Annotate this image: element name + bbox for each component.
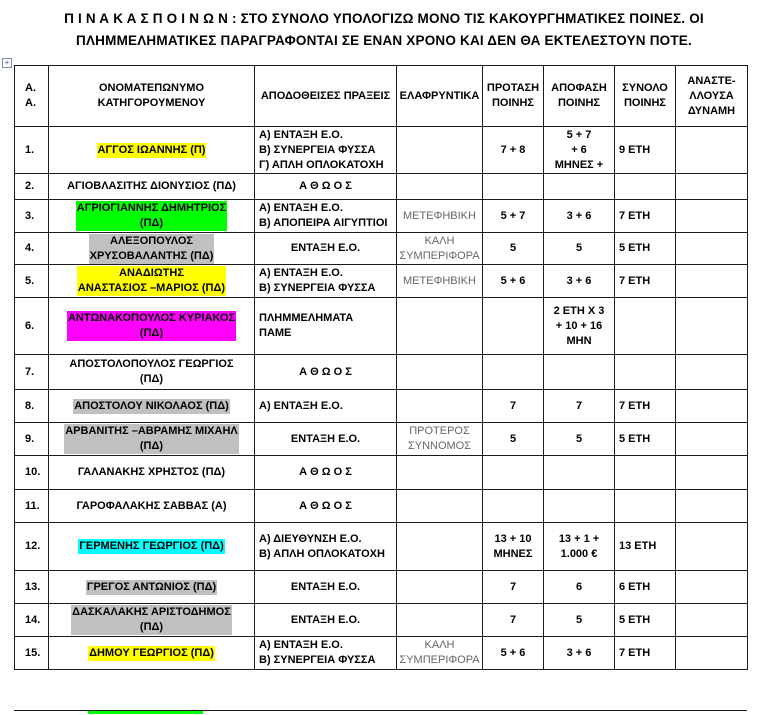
header-col-name [49, 66, 255, 127]
cell-decision [544, 265, 615, 298]
cell-index-text: 2. [25, 180, 35, 192]
cell-total-text: 5 ΕΤΗ [619, 613, 651, 626]
cell-index [15, 355, 49, 390]
cell-proposal [483, 604, 544, 637]
cell-acts [255, 523, 397, 571]
cell-proposal [483, 637, 544, 670]
cell-suspensive [676, 355, 748, 390]
cell-total [615, 604, 676, 637]
cell-proposal-text: 7 [509, 613, 517, 626]
cell-suspensive [676, 423, 748, 456]
cell-decision [544, 523, 615, 571]
cell-index-text: 15. [25, 646, 41, 659]
cell-acts-text: Β) ΣΥΝΕΡΓΕΙΑ ΦΥΣΣΑ [259, 282, 376, 294]
cell-decision-text: 5 [575, 613, 583, 626]
cell-suspensive [676, 127, 748, 174]
cell-index [15, 233, 49, 265]
cell-decision [544, 298, 615, 355]
cell-decision-text: 3 + 6 [566, 209, 592, 222]
cell-suspensive [676, 490, 748, 523]
cell-acts-text: Α) ΕΝΤΑΞΗ Ε.Ο. [259, 267, 343, 279]
cell-name [49, 456, 255, 490]
cell-decision [544, 604, 615, 637]
cell-name [49, 174, 255, 200]
cell-acts [255, 127, 397, 174]
cell-decision-text: 13 + 1 + [558, 532, 600, 545]
cell-name [49, 490, 255, 523]
cell-acts [255, 390, 397, 423]
cell-acts-text: ΕΝΤΑΞΗ Ε.Ο. [290, 432, 361, 445]
cell-proposal [483, 456, 544, 490]
cell-index [15, 200, 49, 233]
cell-decision-text: 1.000 € [560, 547, 598, 560]
cell-decision [544, 200, 615, 233]
name-highlight [71, 605, 232, 635]
cell-index [15, 571, 49, 604]
table-row [15, 233, 748, 265]
table-row [15, 604, 748, 637]
cell-acts [255, 490, 397, 523]
cell-name [49, 355, 255, 390]
cell-name-text: ΧΡΥΣΟΒΑΛΑΝΤΗΣ (ΠΔ) [89, 249, 214, 262]
cell-proposal-text: 7 [509, 399, 517, 412]
cell-acts-text: Α Θ Ω Ο Σ [299, 365, 352, 378]
cell-name-text: ΑΝΑΔΙΩΤΗΣ [119, 267, 184, 279]
cell-proposal [483, 423, 544, 456]
cell-mitigating [397, 571, 483, 604]
cell-acts-text: Α Θ Ω Ο Σ [299, 466, 352, 478]
cell-index [15, 637, 49, 670]
cell-decision-text: 6 [575, 580, 583, 593]
cell-acts [255, 265, 397, 298]
cell-mitigating [397, 490, 483, 523]
table-row [15, 490, 748, 523]
header-text: ΑΠΟΦΑΣΗ [551, 82, 607, 94]
cell-index [15, 265, 49, 298]
name-highlight [88, 646, 215, 661]
cell-decision-text: + 10 + 16 [555, 319, 603, 332]
cell-name [49, 200, 255, 233]
cell-name [49, 390, 255, 423]
cell-mitigating [397, 390, 483, 423]
cell-acts [255, 200, 397, 233]
cell-proposal [483, 298, 544, 355]
cell-proposal-text: 5 + 7 [500, 209, 526, 222]
header-row [15, 66, 748, 127]
cell-suspensive [676, 637, 748, 670]
page-title-line-2: ΠΛΗΜΜΕΛΗΜΑΤΙΚΕΣ ΠΑΡΑΓΡΑΦΟΝΤΑΙ ΣΕ ΕΝΑΝ ΧΡΟΝΟ ΚΑΙ ΔΕΝ ΘΑ ΕΚΤΕΛΕΣΤΟΥΝ ΠΟΤΕ. [76, 33, 692, 48]
cell-index-text: 7. [25, 365, 35, 378]
header-text: ΛΛΟΥΣΑ [689, 89, 734, 102]
cell-mitigating-text: ΚΑΛΗ [424, 639, 455, 651]
cell-total-text: 9 ΕΤΗ [619, 143, 651, 156]
table-row [15, 298, 748, 355]
cell-index-text: 4. [25, 242, 35, 254]
cell-name-text: (ΠΔ) [139, 373, 164, 385]
cell-suspensive [676, 298, 748, 355]
cell-acts-text: ΕΝΤΑΞΗ Ε.Ο. [290, 580, 361, 593]
cell-decision-text: 3 + 6 [566, 274, 592, 287]
cell-index [15, 423, 49, 456]
cell-acts-text: Β) ΣΥΝΕΡΓΕΙΑ ΦΥΣΣΑ [259, 654, 376, 666]
cell-total [615, 571, 676, 604]
cell-mitigating-text: ΚΑΛΗ [424, 234, 455, 247]
cell-acts-text: ΠΑΜΕ [259, 327, 292, 339]
cell-total [615, 233, 676, 265]
table-row [15, 637, 748, 670]
header-text: ΑΠΟΔΟΘΕΙΣΕΣ ΠΡΑΞΕΙΣ [260, 89, 391, 102]
cell-total [615, 390, 676, 423]
cell-total [615, 523, 676, 571]
header-text: ΣΥΝΟΛΟ [622, 82, 668, 94]
table-row [15, 571, 748, 604]
cell-proposal [483, 127, 544, 174]
cell-acts-text: Α) ΕΝΤΑΞΗ Ε.Ο. [259, 399, 343, 412]
name-highlight [89, 234, 215, 264]
cell-index-text: 8. [25, 399, 35, 412]
cell-proposal [483, 200, 544, 233]
cell-acts-text: Α) ΕΝΤΑΞΗ Ε.Ο. [259, 639, 343, 651]
cell-total [615, 265, 676, 298]
cell-acts-text: ΠΛΗΜΜΕΛΗΜΑΤΑ [259, 312, 354, 324]
cell-decision [544, 637, 615, 670]
cell-index [15, 523, 49, 571]
cell-mitigating [397, 637, 483, 670]
cell-total-text: 6 ΕΤΗ [619, 580, 651, 593]
name-highlight [73, 399, 230, 414]
cell-suspensive [676, 523, 748, 571]
cell-index-text: 9. [25, 432, 35, 445]
cell-name [49, 265, 255, 298]
cell-decision [544, 233, 615, 265]
cell-total [615, 174, 676, 200]
cell-acts-text: Α) ΕΝΤΑΞΗ Ε.Ο. [259, 202, 343, 214]
cell-decision [544, 127, 615, 174]
cell-proposal-text: 7 [509, 580, 517, 593]
cell-name-text: ΔΗΜΟΥ ΓΕΩΡΓΙΟΣ (ΠΔ) [89, 646, 214, 659]
cell-name [49, 523, 255, 571]
cell-name [49, 423, 255, 456]
cell-suspensive [676, 571, 748, 604]
cell-proposal-text: 7 + 8 [500, 143, 526, 156]
header-text: ΠΟΙΝΗΣ [491, 97, 535, 109]
cell-acts-text: Β) ΑΠΟΠΕΙΡΑ ΑΙΓΥΠΤΙΟΙ [259, 217, 388, 229]
cell-index-text: 1. [25, 143, 35, 156]
cell-acts-text: Β) ΣΥΝΕΡΓΕΙΑ ΦΥΣΣΑ [259, 143, 376, 156]
cell-acts [255, 423, 397, 456]
cell-acts [255, 174, 397, 200]
cell-name [49, 571, 255, 604]
cell-name [49, 637, 255, 670]
header-col-suspensive [676, 66, 748, 127]
name-highlight [97, 143, 207, 158]
table-row [15, 174, 748, 200]
name-highlight [67, 311, 236, 341]
cell-mitigating-text: ΣΥΝΝΟΜΟΣ [407, 440, 472, 452]
name-highlight [76, 201, 227, 231]
cell-name-text: (ΠΔ) [139, 327, 164, 339]
cell-acts-text: Γ) ΑΠΛΗ ΟΠΛΟΚΑΤΟΧΗ [259, 158, 384, 171]
cell-mitigating [397, 127, 483, 174]
cell-index [15, 298, 49, 355]
cell-proposal [483, 390, 544, 423]
cell-suspensive [676, 200, 748, 233]
cell-name-text: ΑΝΤΩΝΑΚΟΠΟΥΛΟΣ ΚΥΡΙΑΚΟΣ [67, 312, 236, 324]
cell-proposal [483, 490, 544, 523]
cell-decision-text: 5 + 7 [566, 128, 592, 141]
cell-name-text: ΑΠΟΣΤΟΛΟΥ ΝΙΚΟΛΑΟΣ (ΠΔ) [74, 399, 229, 412]
header-col-total [615, 66, 676, 127]
header-text: ΟΝΟΜΑΤΕΠΩΝΥΜΟ [98, 82, 205, 94]
cell-mitigating-text: ΜΕΤΕΦΗΒΙΚΗ [403, 274, 476, 287]
cell-name-text: ΑΡΒΑΝΙΤΗΣ –ΑΒΡΑΜΗΣ ΜΙΧΑΗΛ [65, 425, 238, 437]
cell-index [15, 490, 49, 523]
cell-name-text: ΑΓΙΟΒΛΑΣΙΤΗΣ ΔΙΟΝΥΣΙΟΣ (ΠΔ) [67, 180, 236, 192]
cell-mitigating [397, 233, 483, 265]
cell-suspensive [676, 456, 748, 490]
cell-index [15, 604, 49, 637]
page-title-line-1: Π Ι Ν Α Κ Α Σ Π Ο Ι Ν Ω Ν : ΣΤΟ ΣΥΝΟΛΟ ΥΠΟΛΟΓΙΖΩ ΜΟΝΟ ΤΙΣ ΚΑΚΟΥΡΓΗΜΑΤΙΚΕΣ ΠΟΙΝΕΣ. ΟΙ [64, 11, 704, 26]
cell-decision [544, 571, 615, 604]
cell-acts [255, 298, 397, 355]
cell-index-text: 11. [25, 499, 40, 512]
name-highlight [78, 539, 225, 554]
cell-proposal-text: 5 + 6 [500, 274, 526, 287]
cell-proposal [483, 523, 544, 571]
cell-name-text: ΓΑΛΑΝΑΚΗΣ ΧΡΗΣΤΟΣ (ΠΔ) [77, 466, 226, 478]
cell-index-text: 10. [25, 466, 41, 478]
cell-mitigating [397, 604, 483, 637]
cell-mitigating [397, 200, 483, 233]
table-row [15, 265, 748, 298]
cell-name-text: ΓΑΡΟΦΑΛΑΚΗΣ ΣΑΒΒΑΣ (Α) [76, 499, 227, 512]
header-text: ΠΡΟΤΑΣΗ [486, 82, 540, 94]
cell-mitigating [397, 456, 483, 490]
cell-decision [544, 456, 615, 490]
header-col-proposal [483, 66, 544, 127]
cell-proposal [483, 233, 544, 265]
cell-decision [544, 174, 615, 200]
cell-acts [255, 456, 397, 490]
cell-decision [544, 390, 615, 423]
cell-proposal-text: 5 [509, 242, 517, 254]
cell-name-text: ΑΛΕΞΟΠΟΥΛΟΣ [110, 234, 193, 247]
header-text: ΑΝΑΣΤΕ- [687, 74, 736, 87]
cell-mitigating [397, 355, 483, 390]
cell-decision-text: ΜΗΝ [566, 334, 592, 347]
cell-proposal-text: ΜΗΝΕΣ [493, 547, 533, 560]
table-move-handle-icon[interactable]: + [2, 58, 12, 68]
table-row [15, 423, 748, 456]
cell-proposal [483, 174, 544, 200]
header-text: ΚΑΤΗΓΟΡΟΥΜΕΝΟΥ [97, 97, 206, 109]
header-col-index [15, 66, 49, 127]
cell-name-text: ΑΓΡΙΟΓΙΑΝΝΗΣ ΔΗΜΗΤΡΙΟΣ [76, 202, 227, 214]
cell-acts-text: Α) ΕΝΤΑΞΗ Ε.Ο. [259, 128, 343, 141]
cell-total [615, 298, 676, 355]
table-row [15, 200, 748, 233]
cell-mitigating [397, 298, 483, 355]
cell-total [615, 127, 676, 174]
cell-mitigating [397, 423, 483, 456]
cell-name-text: ΑΝΑΣΤΑΣΙΟΣ –ΜΑΡΙΟΣ (ΠΔ) [77, 282, 226, 294]
name-highlight [77, 266, 226, 296]
cell-total-text: 7 ΕΤΗ [619, 646, 651, 659]
cell-decision-text: 3 + 6 [566, 646, 592, 659]
cell-mitigating [397, 174, 483, 200]
cell-decision-text: 5 [575, 242, 583, 254]
cell-name-text: ΓΡΕΓΟΣ ΑΝΤΩΝΙΟΣ (ΠΔ) [86, 580, 217, 593]
header-text: ΔΥΝΑΜΗ [687, 104, 736, 117]
cell-acts-text: Α Θ Ω Ο Σ [299, 499, 352, 512]
cell-decision [544, 355, 615, 390]
cell-index-text: 5. [25, 274, 35, 287]
cell-index-text: 14. [25, 613, 41, 626]
cell-name-text: ΓΕΡΜΕΝΗΣ ΓΕΩΡΓΙΟΣ (ΠΔ) [79, 540, 224, 552]
cell-mitigating-text: ΣΥΜΠΕΡΙΦΟΡΑ [399, 654, 480, 666]
cell-total-text: 7 ΕΤΗ [619, 399, 651, 412]
penalties-table [14, 65, 748, 670]
cell-decision-text: 7 [575, 399, 583, 412]
cell-proposal-text: 5 [509, 432, 517, 445]
cell-name-text: ΔΑΣΚΑΛΑΚΗΣ ΑΡΙΣΤΟΔΗΜΟΣ [72, 606, 231, 618]
cell-index [15, 174, 49, 200]
table-row [15, 127, 748, 174]
cell-acts [255, 233, 397, 265]
cell-total-text: 7 ΕΤΗ [619, 209, 651, 222]
cell-index-text: 12. [25, 540, 41, 552]
header-text: ΠΟΙΝΗΣ [623, 97, 667, 109]
cell-total [615, 490, 676, 523]
cell-proposal [483, 265, 544, 298]
cell-acts-text: ΕΝΤΑΞΗ Ε.Ο. [290, 613, 361, 626]
cell-name [49, 233, 255, 265]
cell-decision [544, 490, 615, 523]
header-text: ΕΛΑΦΡΥΝΤΙΚΑ [399, 89, 480, 102]
cell-index [15, 127, 49, 174]
cell-total [615, 355, 676, 390]
cell-index-text: 13. [25, 580, 41, 593]
cell-mitigating-text: ΣΥΜΠΕΡΙΦΟΡΑ [399, 249, 480, 262]
cell-suspensive [676, 390, 748, 423]
header-text: Α. [25, 82, 36, 94]
cell-total-text: 5 ΕΤΗ [619, 432, 651, 445]
cell-decision-text: 2 ΕΤΗ Χ 3 [553, 304, 605, 317]
name-highlight [86, 580, 217, 595]
table-row [15, 390, 748, 423]
cell-suspensive [676, 233, 748, 265]
cell-total [615, 456, 676, 490]
cell-name-text: ΑΓΓΟΣ ΙΩΑΝΝΗΣ (Π) [97, 143, 206, 156]
cell-decision-text: + 6 [571, 143, 587, 156]
cell-total [615, 637, 676, 670]
cell-mitigating [397, 523, 483, 571]
cell-acts [255, 637, 397, 670]
cell-proposal-text: 13 + 10 [494, 532, 532, 545]
cell-decision [544, 423, 615, 456]
cell-acts-text: Α) ΔΙΕΥΘΥΝΣΗ Ε.Ο. [259, 532, 362, 545]
cell-total [615, 423, 676, 456]
cell-proposal [483, 571, 544, 604]
cell-name-text: (ΠΔ) [139, 440, 164, 452]
cell-name-text: ΑΠΟΣΤΟΛΟΠΟΥΛΟΣ ΓΕΩΡΓΙΟΣ [69, 358, 234, 370]
table-row [15, 523, 748, 571]
cell-proposal-text: 5 + 6 [500, 646, 526, 659]
cell-mitigating-text: ΜΕΤΕΦΗΒΙΚΗ [403, 209, 476, 222]
cell-acts [255, 355, 397, 390]
cell-name [49, 298, 255, 355]
cell-name-text: (ΠΔ) [139, 621, 164, 633]
cell-suspensive [676, 174, 748, 200]
cell-mitigating [397, 265, 483, 298]
header-col-decision [544, 66, 615, 127]
cell-acts-text: Α Θ Ω Ο Σ [299, 180, 352, 192]
cell-decision-text: 5 [575, 432, 583, 445]
cell-acts-text: ΕΝΤΑΞΗ Ε.Ο. [290, 242, 361, 254]
cell-name [49, 604, 255, 637]
cell-acts-text: Β) ΑΠΛΗ ΟΠΛΟΚΑΤΟΧΗ [259, 547, 385, 560]
cell-total-text: 7 ΕΤΗ [619, 274, 651, 287]
header-text: Α. [25, 97, 36, 109]
cell-index-text: 3. [25, 209, 35, 222]
cell-suspensive [676, 604, 748, 637]
cell-name [49, 127, 255, 174]
cell-total-text: 5 ΕΤΗ [619, 242, 651, 254]
cell-decision-text: ΜΗΝΕΣ + [554, 158, 604, 171]
cell-total-text: 13 ΕΤΗ [619, 540, 657, 552]
cell-mitigating-text: ΠΡΟΤΕΡΟΣ [409, 425, 470, 437]
cell-index-text: 6. [25, 319, 35, 332]
cell-proposal [483, 355, 544, 390]
cell-index [15, 390, 49, 423]
cell-index [15, 456, 49, 490]
table-row [15, 355, 748, 390]
table-row [15, 456, 748, 490]
cell-acts [255, 571, 397, 604]
header-text: ΠΟΙΝΗΣ [557, 97, 601, 109]
cell-acts [255, 604, 397, 637]
cell-total [615, 200, 676, 233]
name-highlight [64, 424, 239, 454]
header-col-mitigating [397, 66, 483, 127]
cell-suspensive [676, 265, 748, 298]
cell-name-text: (ΠΔ) [139, 217, 164, 229]
header-col-acts [255, 66, 397, 127]
